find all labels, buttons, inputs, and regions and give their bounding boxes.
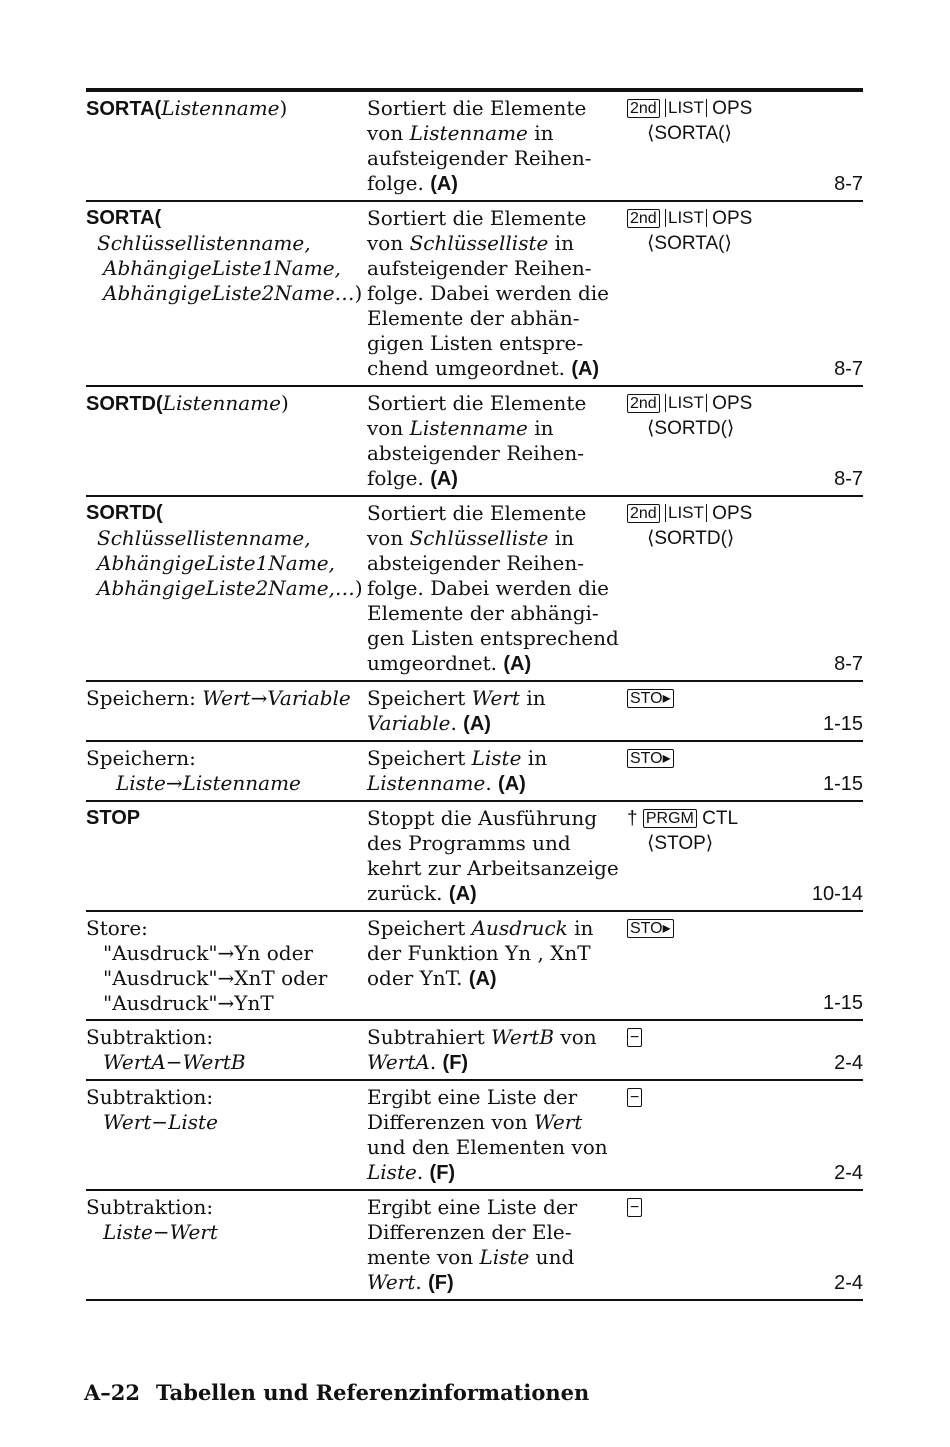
menu-ops: OPS (712, 208, 753, 229)
category-tag: (F) (428, 1272, 454, 1294)
function-name: SORTD( (86, 502, 163, 524)
reference-table (86, 88, 863, 1301)
page-number: A–22 (84, 1380, 141, 1405)
page-reference: 2-4 (834, 1162, 863, 1184)
function-argument: WertA−WertB (103, 1050, 246, 1074)
description-italic: Listenname (367, 771, 486, 795)
page-reference: 2-4 (834, 1052, 863, 1074)
description-italic: Liste (479, 1245, 530, 1269)
description-line: folge. Dabei werden die (367, 281, 609, 305)
description-italic: Variable (367, 711, 451, 735)
description-cell (367, 806, 627, 907)
key-list: LIST (665, 504, 707, 522)
description-text: umgeordnet. (367, 651, 497, 675)
table-row (86, 1021, 863, 1081)
description-text: Differenzen von (367, 1110, 528, 1134)
keystroke-cell (627, 501, 863, 677)
key-2nd: 2nd (627, 209, 660, 228)
category-tag: (A) (463, 713, 491, 735)
description-text: in (534, 416, 554, 440)
description-text: von (367, 231, 404, 255)
keystroke-cell (627, 916, 863, 1016)
table-row (86, 1191, 863, 1301)
category-tag: (A) (468, 968, 497, 990)
keystroke-cell (627, 96, 863, 197)
menu-ops: OPS (712, 503, 753, 524)
table-row (86, 92, 863, 202)
function-cell (86, 206, 367, 382)
menu-ops: OPS (712, 393, 753, 414)
key-minus: − (627, 1028, 642, 1047)
footer-title: Tabellen und Referenzinformationen (156, 1380, 590, 1405)
description-line: Stoppt die Ausführung (367, 806, 598, 830)
page-reference: 8-7 (834, 468, 863, 490)
description-line: gen Listen entsprechend (367, 626, 619, 650)
category-tag: (A) (498, 773, 526, 795)
description-text: mente von (367, 1245, 474, 1269)
description-cell (367, 1085, 627, 1186)
description-text: in (521, 746, 548, 770)
description-text: folge. (367, 466, 424, 490)
function-close: ) (354, 281, 363, 305)
function-argument: AbhängigeListe1Name, (97, 551, 335, 575)
table-row (86, 387, 863, 497)
function-argument: AbhängigeListe2Name,… (97, 576, 355, 600)
description-text: in (519, 686, 546, 710)
key-minus: − (627, 1088, 642, 1107)
description-text: chend umgeordnet. (367, 356, 565, 380)
description-line: Ergibt eine Liste der (367, 1085, 578, 1109)
category-tag: (A) (448, 883, 477, 905)
description-cell (367, 686, 627, 737)
menu-ops: OPS (712, 98, 753, 119)
description-line: Sortiert die Elemente (367, 501, 587, 525)
description-line: Elemente der abhän- (367, 306, 580, 330)
function-close: ) (354, 576, 363, 600)
description-italic: Listenname (409, 121, 528, 145)
function-cell (86, 1195, 367, 1296)
description-text: . (450, 711, 457, 735)
function-cell (86, 746, 367, 797)
description-italic: Wert (367, 1270, 416, 1294)
keystroke-cell (627, 1195, 863, 1296)
key-list: LIST (665, 99, 707, 117)
description-line: Ergibt eine Liste der (367, 1195, 578, 1219)
description-line: kehrt zur Arbeitsanzeige (367, 856, 619, 880)
description-cell (367, 746, 627, 797)
menu-item: ⟨SORTD(⟩ (647, 418, 735, 439)
description-cell (367, 391, 627, 492)
function-argument: Schlüssellistenname, (97, 526, 311, 550)
menu-item: ⟨SORTA(⟩ (647, 233, 732, 254)
description-text: in (554, 526, 574, 550)
category-tag: (A) (503, 653, 532, 675)
description-text: von (367, 526, 404, 550)
description-text: in (534, 121, 554, 145)
key-prgm: PRGM (643, 809, 697, 828)
description-cell (367, 206, 627, 382)
description-text: von (367, 416, 404, 440)
function-argument: "Ausdruck"→XnT oder (103, 966, 328, 990)
function-argument: Schlüssellistenname, (97, 231, 311, 255)
function-argument: Wert→Variable (202, 686, 351, 710)
description-line: absteigender Reihen- (367, 551, 584, 575)
table-row (86, 682, 863, 742)
table-row (86, 497, 863, 682)
page-reference: 8-7 (834, 358, 863, 380)
description-text: zurück. (367, 881, 443, 905)
page-reference: 8-7 (834, 173, 863, 195)
description-text: . (415, 1270, 422, 1294)
function-argument: "Ausdruck"→YnT (103, 991, 274, 1015)
description-italic: WertB (490, 1025, 555, 1049)
description-line: des Programms und (367, 831, 571, 855)
keystroke-cell (627, 391, 863, 492)
description-text: in (567, 916, 594, 940)
category-tag: (F) (429, 1162, 456, 1184)
function-argument: Liste→Listenname (116, 771, 301, 795)
description-text: Speichert (367, 746, 472, 770)
description-line: Differenzen der Ele- (367, 1220, 572, 1244)
keystroke-cell (627, 206, 863, 382)
function-cell (86, 916, 367, 1016)
description-italic: Liste (367, 1160, 417, 1184)
table-row (86, 202, 863, 387)
dagger-mark: † (627, 808, 638, 829)
description-text: Subtrahiert (367, 1025, 491, 1049)
key-sto: STO▸ (627, 919, 674, 938)
menu-ctl: CTL (702, 808, 739, 829)
function-close: ) (279, 96, 288, 120)
function-cell (86, 1085, 367, 1186)
function-argument: AbhängigeListe1Name, (103, 256, 341, 280)
menu-item: ⟨SORTA(⟩ (647, 123, 732, 144)
description-text: . (429, 1050, 437, 1074)
function-name: Speichern: (86, 746, 196, 770)
description-text: Speichert (367, 916, 472, 940)
description-text: und (529, 1245, 575, 1269)
function-name: Subtraktion: (86, 1195, 214, 1219)
description-text: von (367, 121, 404, 145)
description-cell (367, 96, 627, 197)
description-text: folge. (367, 171, 424, 195)
function-cell (86, 686, 367, 737)
key-minus: − (627, 1198, 642, 1217)
description-text: . (416, 1160, 424, 1184)
description-line: Sortiert die Elemente (367, 206, 587, 230)
keystroke-cell (627, 806, 863, 907)
function-argument: Liste−Wert (103, 1220, 218, 1244)
function-argument: Listenname (161, 96, 280, 120)
page-footer (84, 1380, 589, 1405)
keystroke-cell (627, 686, 863, 737)
keystroke-cell (627, 1085, 863, 1186)
description-italic: WertA (367, 1050, 430, 1074)
page-reference: 10-14 (811, 883, 863, 905)
table-row (86, 1081, 863, 1191)
function-cell (86, 1025, 367, 1076)
table-row (86, 912, 863, 1021)
function-cell (86, 391, 367, 492)
description-line: und den Elementen von (367, 1135, 608, 1159)
description-italic: Schlüsselliste (409, 231, 549, 255)
description-text: von (554, 1025, 597, 1049)
key-2nd: 2nd (627, 99, 660, 118)
function-name: SORTA( (86, 98, 162, 120)
description-text: in (554, 231, 574, 255)
function-name: SORTA( (86, 207, 162, 229)
category-tag: (F) (442, 1052, 469, 1074)
keystroke-cell (627, 746, 863, 797)
description-line: der Funktion Yn , XnT (367, 941, 591, 965)
description-line: Elemente der abhängi- (367, 601, 599, 625)
key-list: LIST (665, 394, 707, 412)
description-line: gigen Listen entspre- (367, 331, 584, 355)
menu-item: ⟨STOP⟩ (647, 833, 714, 854)
description-italic: Schlüsselliste (409, 526, 549, 550)
description-line: folge. Dabei werden die (367, 576, 609, 600)
description-line: absteigender Reihen- (367, 441, 584, 465)
page-reference: 1-15 (822, 992, 863, 1014)
key-sto: STO▸ (627, 749, 674, 768)
description-cell (367, 1025, 627, 1076)
description-text: . (485, 771, 492, 795)
page-reference: 8-7 (834, 653, 863, 675)
description-line: Sortiert die Elemente (367, 96, 587, 120)
keystroke-cell (627, 1025, 863, 1076)
description-cell (367, 1195, 627, 1296)
function-cell (86, 806, 367, 907)
function-close: ) (280, 391, 289, 415)
description-italic: Liste (471, 746, 522, 770)
function-cell (86, 96, 367, 197)
menu-item: ⟨SORTD(⟩ (647, 528, 735, 549)
function-name: STOP (86, 807, 141, 829)
description-line: Sortiert die Elemente (367, 391, 587, 415)
table-row (86, 802, 863, 912)
function-name: SORTD( (86, 393, 163, 415)
page-reference: 1-15 (822, 773, 863, 795)
function-name: Speichern: (86, 686, 203, 710)
description-italic: Listenname (409, 416, 528, 440)
key-2nd: 2nd (627, 394, 660, 413)
description-cell (367, 501, 627, 677)
description-text: oder YnT. (367, 966, 463, 990)
function-name: Subtraktion: (86, 1025, 214, 1049)
function-argument: Listenname (162, 391, 281, 415)
function-argument: AbhängigeListe2Name… (103, 281, 355, 305)
category-tag: (A) (571, 358, 600, 380)
function-name: Store: (86, 916, 148, 940)
page-reference: 1-15 (822, 713, 863, 735)
description-text: Speichert (367, 686, 472, 710)
description-line: aufsteigender Reihen- (367, 146, 592, 170)
function-argument: Wert−Liste (103, 1110, 218, 1134)
description-cell (367, 916, 627, 1016)
table-row (86, 742, 863, 802)
description-italic: Wert (471, 686, 520, 710)
description-italic: Wert (533, 1110, 583, 1134)
category-tag: (A) (430, 173, 458, 195)
page-reference: 2-4 (834, 1272, 863, 1294)
key-list: LIST (665, 209, 707, 227)
category-tag: (A) (430, 468, 458, 490)
description-line: aufsteigender Reihen- (367, 256, 592, 280)
key-2nd: 2nd (627, 504, 660, 523)
description-italic: Ausdruck (471, 916, 568, 940)
key-sto: STO▸ (627, 689, 674, 708)
function-name: Subtraktion: (86, 1085, 214, 1109)
function-cell (86, 501, 367, 677)
function-argument: "Ausdruck"→Yn oder (103, 941, 313, 965)
